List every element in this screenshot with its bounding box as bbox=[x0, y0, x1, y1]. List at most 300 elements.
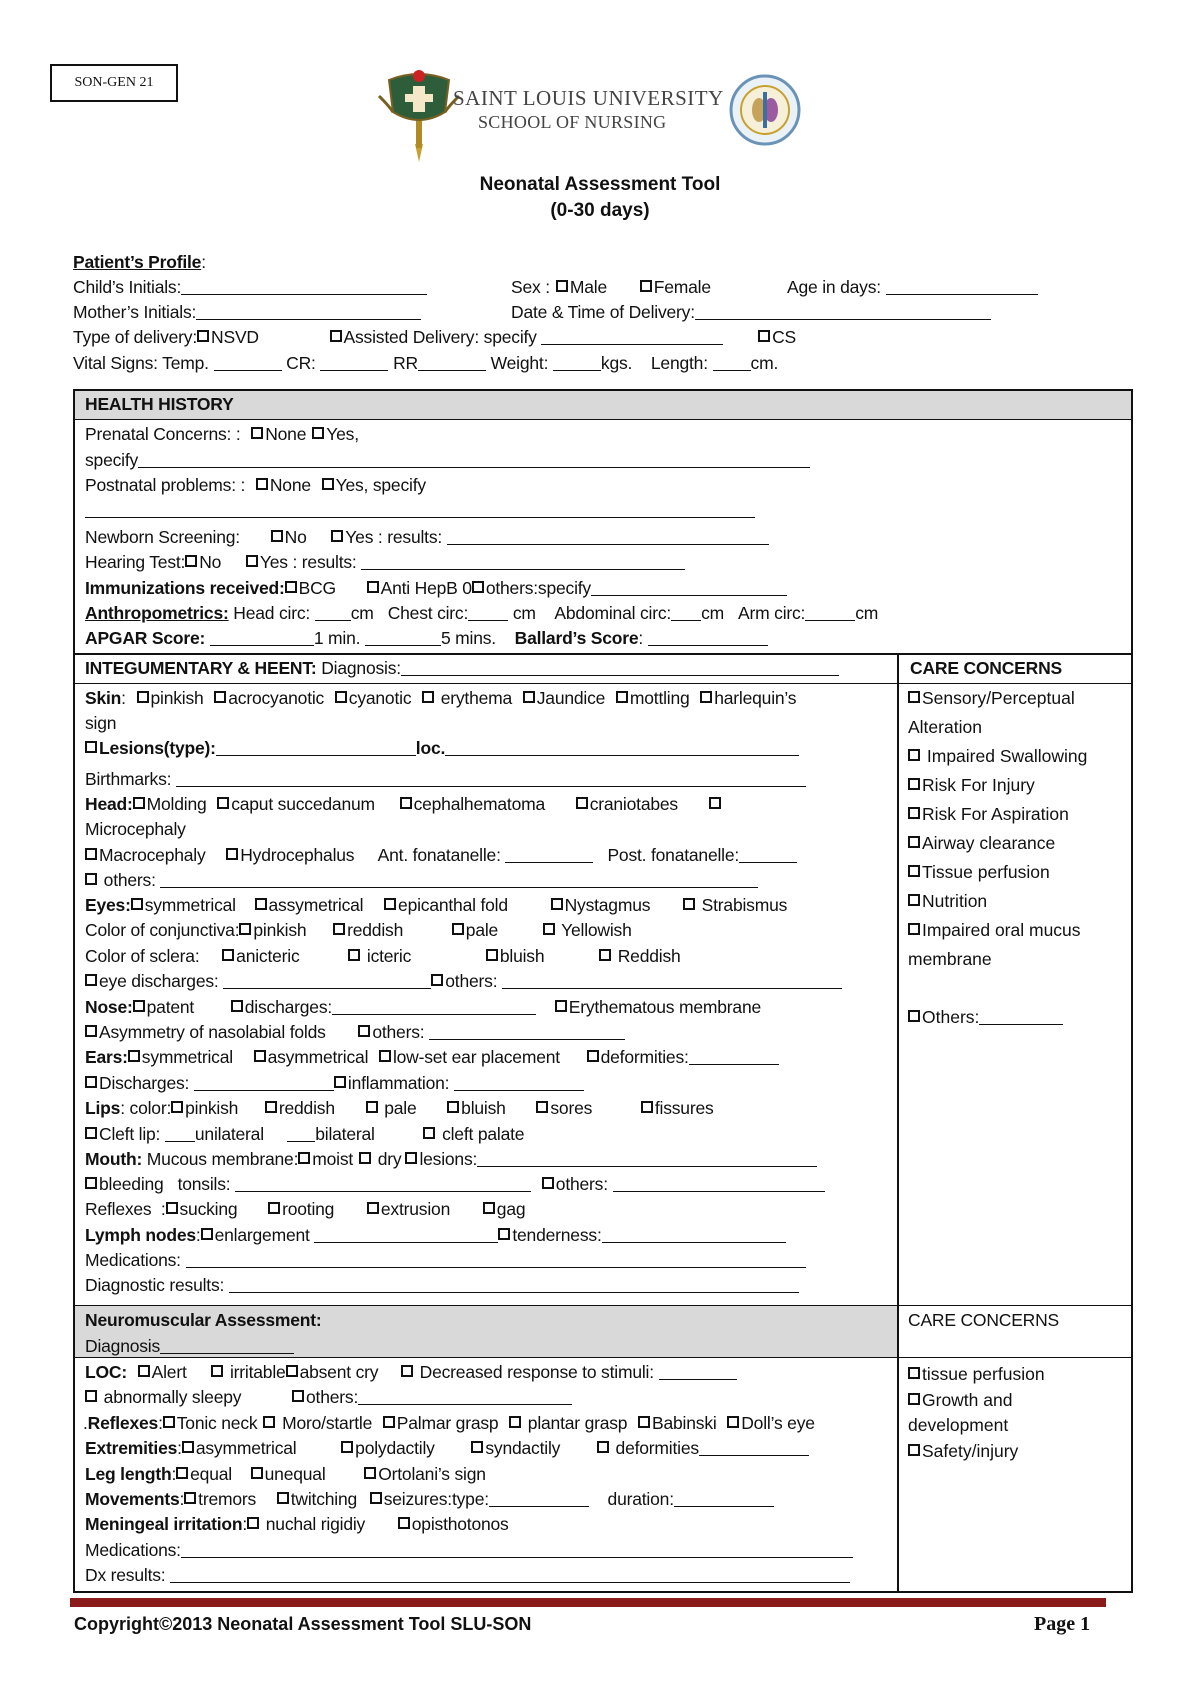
lowset-checkbox[interactable] bbox=[379, 1050, 391, 1062]
strabismus-label: Strabismus bbox=[701, 895, 788, 915]
eye-discharges-checkbox[interactable] bbox=[85, 974, 97, 986]
assisted-field[interactable] bbox=[541, 329, 723, 345]
vital-signs-row bbox=[73, 353, 778, 374]
dry-label: dry bbox=[377, 1149, 402, 1169]
neuro-others-checkbox[interactable] bbox=[292, 1390, 304, 1402]
skin-cyanotic-label: cyanotic bbox=[348, 688, 412, 708]
birthmarks-label: Birthmarks: bbox=[85, 769, 172, 789]
care-others-checkbox[interactable] bbox=[908, 1010, 920, 1022]
ears-asymmetrical-checkbox[interactable] bbox=[254, 1050, 266, 1062]
male-checkbox[interactable] bbox=[556, 280, 568, 292]
ant-fontanelle-field[interactable] bbox=[505, 847, 593, 863]
hh-header-divider bbox=[73, 419, 1133, 420]
patent-checkbox[interactable] bbox=[133, 1000, 145, 1012]
integ-medications-row bbox=[85, 1250, 806, 1271]
postnatal-specify-field[interactable] bbox=[85, 502, 755, 518]
seizures-checkbox[interactable] bbox=[370, 1492, 382, 1504]
care-tissue-checkbox[interactable] bbox=[908, 865, 920, 877]
unilateral-field[interactable] bbox=[165, 1126, 195, 1142]
one-min-label: 1 min. bbox=[313, 628, 361, 648]
inflammation-label: inflammation: bbox=[347, 1073, 450, 1093]
twitching-checkbox[interactable] bbox=[277, 1492, 289, 1504]
postnatal-none-label: None bbox=[269, 475, 311, 495]
moro-label: Moro/startle bbox=[282, 1413, 373, 1433]
ext-deformities-checkbox[interactable] bbox=[597, 1441, 609, 1453]
rooting-checkbox[interactable] bbox=[268, 1202, 280, 1214]
delivery-datetime-field[interactable] bbox=[695, 304, 991, 320]
immun-others-field[interactable] bbox=[591, 580, 787, 596]
epicanthal-checkbox[interactable] bbox=[384, 898, 396, 910]
skin-cyanotic-checkbox[interactable] bbox=[335, 691, 347, 703]
eyes-assymetrical-label: assymetrical bbox=[268, 895, 364, 915]
microcephaly-checkbox[interactable] bbox=[709, 797, 721, 809]
apgar-5min-field[interactable] bbox=[365, 630, 441, 646]
lips-bluish-label: bluish bbox=[461, 1098, 506, 1118]
eye-others-field[interactable] bbox=[502, 973, 842, 989]
care-oral-checkbox[interactable] bbox=[908, 923, 920, 935]
care-aspiration-checkbox[interactable] bbox=[908, 807, 920, 819]
ear-discharges-checkbox[interactable] bbox=[85, 1076, 97, 1088]
postnatal-yes-checkbox[interactable] bbox=[322, 478, 334, 490]
palmar-checkbox[interactable] bbox=[383, 1416, 395, 1428]
apgar-1min-field[interactable] bbox=[210, 630, 314, 646]
antihepb-label: Anti HepB 0 bbox=[380, 578, 472, 598]
lips-fissures-label: fissures bbox=[654, 1098, 714, 1118]
lips-color-label: color: bbox=[129, 1098, 172, 1118]
cs-label: CS bbox=[772, 327, 796, 347]
seizures-field[interactable] bbox=[489, 1491, 589, 1507]
care-nutrition-checkbox[interactable] bbox=[908, 894, 920, 906]
care-membrane-label: membrane bbox=[908, 949, 992, 969]
loc-label: LOC: bbox=[85, 1362, 127, 1382]
neuro-reflexes-row: .Reflexes: Tonic neck Moro/startle Palmar grasp plantar grasp Babinski Doll’s eye bbox=[83, 1413, 815, 1433]
care-development-label: development bbox=[908, 1415, 1009, 1435]
care-swallowing-checkbox[interactable] bbox=[908, 749, 920, 761]
ballard-field[interactable] bbox=[648, 630, 768, 646]
bcg-label: BCG bbox=[298, 578, 336, 598]
skin-pinkish-checkbox[interactable] bbox=[137, 691, 149, 703]
ear-discharges-row bbox=[85, 1073, 584, 1094]
mouth-lesions-field[interactable] bbox=[477, 1151, 817, 1167]
ant-fontanelle-label: Ant. fonatanelle: bbox=[377, 845, 501, 865]
head-circ-field[interactable] bbox=[315, 605, 351, 621]
female-checkbox[interactable] bbox=[640, 280, 652, 292]
lips-bluish-checkbox[interactable] bbox=[447, 1101, 459, 1113]
strabismus-checkbox[interactable] bbox=[683, 898, 695, 910]
conj-pinkish-checkbox[interactable] bbox=[239, 923, 251, 935]
assisted-checkbox[interactable] bbox=[330, 330, 342, 342]
immun-others-label: others:specify bbox=[485, 578, 591, 598]
hydrocephalus-checkbox[interactable] bbox=[226, 848, 238, 860]
lips-fissures-checkbox[interactable] bbox=[641, 1101, 653, 1113]
antihepb-checkbox[interactable] bbox=[367, 581, 379, 593]
cr-label: CR: bbox=[286, 353, 316, 373]
inflammation-field[interactable] bbox=[454, 1075, 584, 1091]
postnatal-none-checkbox[interactable] bbox=[256, 478, 268, 490]
care-sensory-checkbox[interactable] bbox=[908, 691, 920, 703]
cleft-palate-checkbox[interactable] bbox=[423, 1127, 435, 1139]
plantar-checkbox[interactable] bbox=[509, 1416, 521, 1428]
length-field[interactable] bbox=[713, 355, 751, 371]
head-others-row bbox=[85, 870, 758, 891]
care-injury-checkbox[interactable] bbox=[908, 778, 920, 790]
eyes-symmetrical-label: symmetrical bbox=[144, 895, 236, 915]
weight-field[interactable] bbox=[553, 355, 601, 371]
microcephaly-label: Microcephaly bbox=[85, 819, 186, 839]
syndactily-checkbox[interactable] bbox=[471, 1441, 483, 1453]
skin-erythema-checkbox[interactable] bbox=[422, 691, 434, 703]
nose-discharges-checkbox[interactable] bbox=[231, 1000, 243, 1012]
icteric-checkbox[interactable] bbox=[348, 949, 360, 961]
bleeding-checkbox[interactable] bbox=[85, 1177, 97, 1189]
mouth-others-checkbox[interactable] bbox=[542, 1177, 554, 1189]
age-label: Age in days: bbox=[787, 277, 881, 297]
prenatal-specify-field[interactable] bbox=[138, 452, 810, 468]
mouth-lesions-label: lesions: bbox=[419, 1149, 478, 1169]
bcg-checkbox[interactable] bbox=[285, 581, 297, 593]
integ-medications-field[interactable] bbox=[186, 1252, 806, 1268]
chest-circ-field[interactable] bbox=[468, 605, 508, 621]
skin-acrocyanotic-checkbox[interactable] bbox=[214, 691, 226, 703]
rr-label: RR bbox=[393, 353, 418, 373]
integ-care-heading: CARE CONCERNS bbox=[910, 658, 1062, 678]
conj-yellowish-label: Yellowish bbox=[561, 920, 632, 940]
lips-reddish-checkbox[interactable] bbox=[265, 1101, 277, 1113]
immun-others-checkbox[interactable] bbox=[472, 581, 484, 593]
apgar-row bbox=[85, 628, 768, 649]
tenderness-field[interactable] bbox=[602, 1227, 786, 1243]
care-growth-label: Growth and bbox=[922, 1389, 1013, 1410]
erythematous-label: Erythematous membrane bbox=[568, 997, 762, 1017]
ear-discharges-field[interactable] bbox=[194, 1075, 334, 1091]
abd-circ-field[interactable] bbox=[671, 605, 701, 621]
syndactily-label: syndactily bbox=[485, 1438, 561, 1458]
sclera-reddish-checkbox[interactable] bbox=[599, 949, 611, 961]
nystagmus-checkbox[interactable] bbox=[551, 898, 563, 910]
birthmarks-field[interactable] bbox=[176, 771, 806, 787]
cs-checkbox[interactable] bbox=[758, 330, 770, 342]
care-others-field[interactable] bbox=[979, 1009, 1063, 1025]
decreased-label: Decreased response to stimuli: bbox=[419, 1362, 654, 1382]
equal-checkbox[interactable] bbox=[176, 1467, 188, 1479]
care-item bbox=[908, 771, 1128, 800]
childs-initials-field[interactable] bbox=[181, 279, 427, 295]
vitals-label: Vital Signs: Temp. bbox=[73, 353, 209, 373]
polydactily-checkbox[interactable] bbox=[341, 1441, 353, 1453]
nsvd-checkbox[interactable] bbox=[197, 330, 209, 342]
decreased-field[interactable] bbox=[659, 1364, 737, 1380]
postnatal-label: Postnatal problems: : bbox=[85, 475, 246, 495]
palmar-label: Palmar grasp bbox=[396, 1413, 499, 1433]
head-label: Head: bbox=[85, 794, 133, 814]
delivery-type-row bbox=[73, 327, 796, 348]
hearing-yes-checkbox[interactable] bbox=[246, 555, 258, 567]
ballard-colon: : bbox=[638, 628, 644, 648]
care-item bbox=[908, 858, 1128, 887]
cephalhematoma-checkbox[interactable] bbox=[400, 797, 412, 809]
lips-pale-checkbox[interactable] bbox=[366, 1101, 378, 1113]
assisted-label: Assisted Delivery: specify bbox=[343, 327, 537, 347]
chest-circ-label: Chest circ: bbox=[387, 603, 469, 623]
moro-checkbox[interactable] bbox=[263, 1416, 275, 1428]
ext-asymmetrical-checkbox[interactable] bbox=[182, 1441, 194, 1453]
conj-pale-checkbox[interactable] bbox=[452, 923, 464, 935]
tonsils-field[interactable] bbox=[235, 1176, 531, 1192]
deformities-checkbox[interactable] bbox=[587, 1050, 599, 1062]
prenatal-specify-row bbox=[85, 450, 810, 471]
cleft-lip-checkbox[interactable] bbox=[85, 1127, 97, 1139]
duration-label: duration: bbox=[607, 1489, 674, 1509]
arm-circ-label: Arm circ: bbox=[738, 603, 806, 623]
table-bottom-border bbox=[73, 1591, 1133, 1593]
male-label: Male bbox=[569, 277, 608, 297]
conj-reddish-checkbox[interactable] bbox=[333, 923, 345, 935]
care-item bbox=[908, 916, 1128, 945]
unequal-label: unequal bbox=[264, 1464, 326, 1484]
prenatal-specify-label: specify bbox=[85, 450, 139, 470]
nystagmus-label: Nystagmus bbox=[564, 895, 651, 915]
nose-others-checkbox[interactable] bbox=[358, 1025, 370, 1037]
school-name: SCHOOL OF NURSING bbox=[478, 112, 667, 132]
eye-others-checkbox[interactable] bbox=[431, 974, 443, 986]
enlargement-checkbox[interactable] bbox=[201, 1228, 213, 1240]
lips-pale-label: pale bbox=[384, 1098, 417, 1118]
mouth-label: Mouth: bbox=[85, 1149, 143, 1169]
hearing-test-row bbox=[85, 552, 685, 573]
decreased-checkbox[interactable] bbox=[401, 1365, 413, 1377]
profile-heading-row: Patient’s Profile: bbox=[73, 252, 206, 272]
care-growth-checkbox[interactable] bbox=[908, 1393, 920, 1405]
lymph-label: Lymph nodes bbox=[85, 1225, 196, 1245]
dx-results-field[interactable] bbox=[170, 1567, 850, 1583]
neuro-diagnosis-field[interactable] bbox=[160, 1338, 294, 1354]
bluish-checkbox[interactable] bbox=[486, 949, 498, 961]
bluish-label: bluish bbox=[499, 946, 545, 966]
deformities-field[interactable] bbox=[689, 1049, 779, 1065]
neuro-diagnosis-label: Diagnosis bbox=[85, 1336, 161, 1356]
irritable-checkbox[interactable] bbox=[211, 1365, 223, 1377]
molding-label: Molding bbox=[146, 794, 207, 814]
conjunctiva-label: Color of conjunctiva: bbox=[85, 920, 240, 940]
rooting-label: rooting bbox=[282, 1199, 335, 1219]
care-tissue-perfusion-label: tissue perfusion bbox=[922, 1364, 1045, 1384]
twitching-label: twitching bbox=[290, 1489, 358, 1509]
health-history-heading: HEALTH HISTORY bbox=[85, 394, 234, 414]
duration-field[interactable] bbox=[674, 1491, 774, 1507]
craniotabes-checkbox[interactable] bbox=[576, 797, 588, 809]
newborn-no-checkbox[interactable] bbox=[271, 530, 283, 542]
nose-discharges-field[interactable] bbox=[332, 999, 536, 1015]
bleeding-row bbox=[85, 1174, 825, 1195]
skin-jaundice-checkbox[interactable] bbox=[523, 691, 535, 703]
inflammation-checkbox[interactable] bbox=[334, 1076, 346, 1088]
dry-checkbox[interactable] bbox=[359, 1152, 371, 1164]
anicteric-label: anicteric bbox=[236, 946, 300, 966]
macrocephaly-checkbox[interactable] bbox=[85, 848, 97, 860]
dolls-eye-checkbox[interactable] bbox=[727, 1416, 739, 1428]
gag-checkbox[interactable] bbox=[483, 1202, 495, 1214]
eyes-symmetrical-checkbox[interactable] bbox=[131, 898, 143, 910]
eye-discharges-label: eye discharges: bbox=[99, 971, 219, 991]
lips-sores-label: sores bbox=[550, 1098, 593, 1118]
care-item bbox=[908, 1362, 1128, 1388]
newborn-no-label: No bbox=[284, 527, 307, 547]
loc-field[interactable] bbox=[445, 740, 799, 756]
table-right-border bbox=[1131, 389, 1133, 1593]
sleepy-checkbox[interactable] bbox=[85, 1390, 97, 1402]
eye-discharges-field[interactable] bbox=[223, 973, 431, 989]
care-spacer bbox=[908, 974, 1128, 1003]
skin-harlequin-checkbox[interactable] bbox=[700, 691, 712, 703]
skin-mottling-checkbox[interactable] bbox=[616, 691, 628, 703]
form-code-box bbox=[50, 64, 178, 102]
prenatal-yes-label: Yes, bbox=[326, 424, 359, 444]
tonic-checkbox[interactable] bbox=[163, 1416, 175, 1428]
skin-erythema-label: erythema bbox=[440, 688, 513, 708]
mothers-initials-row bbox=[73, 302, 421, 323]
birthmarks-row bbox=[85, 769, 806, 790]
icteric-label: icteric bbox=[366, 946, 412, 966]
meningeal-label: Meningeal irritation bbox=[85, 1514, 243, 1534]
moist-checkbox[interactable] bbox=[298, 1152, 310, 1164]
mothers-initials-field[interactable] bbox=[196, 304, 421, 320]
integ-diagnosis-label: Diagnosis: bbox=[321, 658, 401, 678]
caput-label: caput succedanum bbox=[231, 794, 375, 814]
lips-reddish-label: reddish bbox=[278, 1098, 335, 1118]
nose-row bbox=[85, 997, 761, 1018]
sleepy-row bbox=[85, 1387, 572, 1408]
hearing-no-checkbox[interactable] bbox=[185, 555, 197, 567]
integ-heading-row bbox=[85, 658, 839, 679]
care-tissue-perfusion-checkbox[interactable] bbox=[908, 1367, 920, 1379]
skin-acrocyanotic-label: acrocyanotic bbox=[228, 688, 325, 708]
extremities-label: Extremities bbox=[85, 1438, 178, 1458]
neuro-others-field[interactable] bbox=[358, 1389, 572, 1405]
nose-others-field[interactable] bbox=[429, 1024, 625, 1040]
hydrocephalus-label: Hydrocephalus bbox=[240, 845, 355, 865]
molding-checkbox[interactable] bbox=[133, 797, 145, 809]
mouth-others-field[interactable] bbox=[613, 1176, 825, 1192]
mouth-row bbox=[85, 1149, 817, 1170]
sex-label: Sex : bbox=[511, 277, 550, 297]
newborn-yes-label: Yes : results: bbox=[345, 527, 443, 547]
opisthotonos-checkbox[interactable] bbox=[398, 1517, 410, 1529]
asymmetry-checkbox[interactable] bbox=[85, 1025, 97, 1037]
ears-symmetrical-checkbox[interactable] bbox=[128, 1050, 140, 1062]
postnatal-yes-label: Yes, specify bbox=[335, 475, 426, 495]
alert-checkbox[interactable] bbox=[138, 1365, 150, 1377]
head-others-field[interactable] bbox=[160, 872, 758, 888]
prenatal-yes-checkbox[interactable] bbox=[312, 427, 324, 439]
prenatal-none-checkbox[interactable] bbox=[251, 427, 263, 439]
hearing-results-field[interactable] bbox=[361, 554, 685, 570]
enlargement-field[interactable] bbox=[314, 1227, 498, 1243]
deformities-label: deformities: bbox=[600, 1047, 689, 1067]
page-number: Page 1 bbox=[1034, 1613, 1091, 1635]
hearing-label: Hearing Test: bbox=[85, 552, 186, 572]
bilateral-label: bilateral bbox=[315, 1124, 375, 1144]
nose-discharges-label: discharges: bbox=[244, 997, 333, 1017]
table-left-border bbox=[73, 389, 75, 1593]
post-fontanelle-field[interactable] bbox=[739, 847, 797, 863]
integ-diagnosis-field[interactable] bbox=[401, 660, 839, 676]
bilateral-field[interactable] bbox=[287, 1126, 315, 1142]
care-sensory-label: Sensory/Perceptual bbox=[922, 688, 1075, 708]
tremors-checkbox[interactable] bbox=[184, 1492, 196, 1504]
plantar-label: plantar grasp bbox=[527, 1413, 628, 1433]
lips-sores-checkbox[interactable] bbox=[536, 1101, 548, 1113]
skin-mottling-label: mottling bbox=[629, 688, 690, 708]
leg-length-label: Leg length bbox=[85, 1464, 172, 1484]
care-airway-label: Airway clearance bbox=[922, 833, 1056, 853]
table-top-border bbox=[73, 389, 1133, 391]
arm-circ-field[interactable] bbox=[805, 605, 855, 621]
erythematous-checkbox[interactable] bbox=[555, 1000, 567, 1012]
neuro-medications-field[interactable] bbox=[181, 1542, 853, 1558]
head-others-checkbox[interactable] bbox=[85, 873, 97, 885]
lesions-checkbox[interactable] bbox=[85, 741, 97, 753]
care-airway-checkbox[interactable] bbox=[908, 836, 920, 848]
opisthotonos-label: opisthotonos bbox=[411, 1514, 509, 1534]
extrusion-checkbox[interactable] bbox=[367, 1202, 379, 1214]
lips-row: Lips: color: pinkish reddish pale bluish sores fissures bbox=[85, 1098, 714, 1118]
eyes-assymetrical-checkbox[interactable] bbox=[255, 898, 267, 910]
ext-deformities-field[interactable] bbox=[699, 1440, 809, 1456]
newborn-yes-checkbox[interactable] bbox=[331, 530, 343, 542]
irritable-label: irritable bbox=[229, 1362, 286, 1382]
lesions-field[interactable] bbox=[216, 740, 416, 756]
moist-label: moist bbox=[312, 1149, 354, 1169]
neuro-diagnosis-row bbox=[85, 1336, 294, 1357]
skin-harlequin-label: harlequin’s bbox=[714, 688, 797, 708]
absent-cry-checkbox[interactable] bbox=[286, 1365, 298, 1377]
head-circ-unit: cm bbox=[350, 603, 374, 623]
female-label: Female bbox=[653, 277, 711, 297]
care-item bbox=[908, 829, 1128, 858]
anicteric-checkbox[interactable] bbox=[222, 949, 234, 961]
care-safety-checkbox[interactable] bbox=[908, 1444, 920, 1456]
abd-circ-unit: cm bbox=[701, 603, 724, 623]
ears-row bbox=[85, 1047, 779, 1068]
conj-pale-label: pale bbox=[465, 920, 499, 940]
dx-results-row bbox=[85, 1565, 850, 1586]
integ-diag-results-field[interactable] bbox=[229, 1277, 799, 1293]
rr-field[interactable] bbox=[418, 355, 486, 371]
integ-medications-label: Medications: bbox=[85, 1250, 181, 1270]
sucking-checkbox[interactable] bbox=[166, 1202, 178, 1214]
cephalhematoma-label: cephalhematoma bbox=[413, 794, 546, 814]
temp-field[interactable] bbox=[214, 355, 282, 371]
caput-checkbox[interactable] bbox=[217, 797, 229, 809]
tenderness-checkbox[interactable] bbox=[498, 1228, 510, 1240]
head-others-label: others: bbox=[103, 870, 156, 890]
cr-field[interactable] bbox=[320, 355, 388, 371]
lips-pinkish-checkbox[interactable] bbox=[171, 1101, 183, 1113]
abd-circ-label: Abdominal circ: bbox=[554, 603, 672, 623]
babinski-checkbox[interactable] bbox=[638, 1416, 650, 1428]
age-field[interactable] bbox=[886, 279, 1038, 295]
conj-yellowish-checkbox[interactable] bbox=[543, 923, 555, 935]
ear-discharges-label: Discharges: bbox=[99, 1073, 190, 1093]
asymmetry-label: Asymmetry of nasolabial folds bbox=[99, 1022, 326, 1042]
unequal-checkbox[interactable] bbox=[251, 1467, 263, 1479]
nuchal-checkbox[interactable] bbox=[247, 1517, 259, 1529]
newborn-results-field[interactable] bbox=[447, 529, 769, 545]
mouth-lesions-checkbox[interactable] bbox=[405, 1152, 417, 1164]
ortolani-checkbox[interactable] bbox=[364, 1467, 376, 1479]
ears-symmetrical-label: symmetrical bbox=[141, 1047, 233, 1067]
copyright-text: Copyright©2013 Neonatal Assessment Tool SLU-SON bbox=[74, 1614, 532, 1634]
